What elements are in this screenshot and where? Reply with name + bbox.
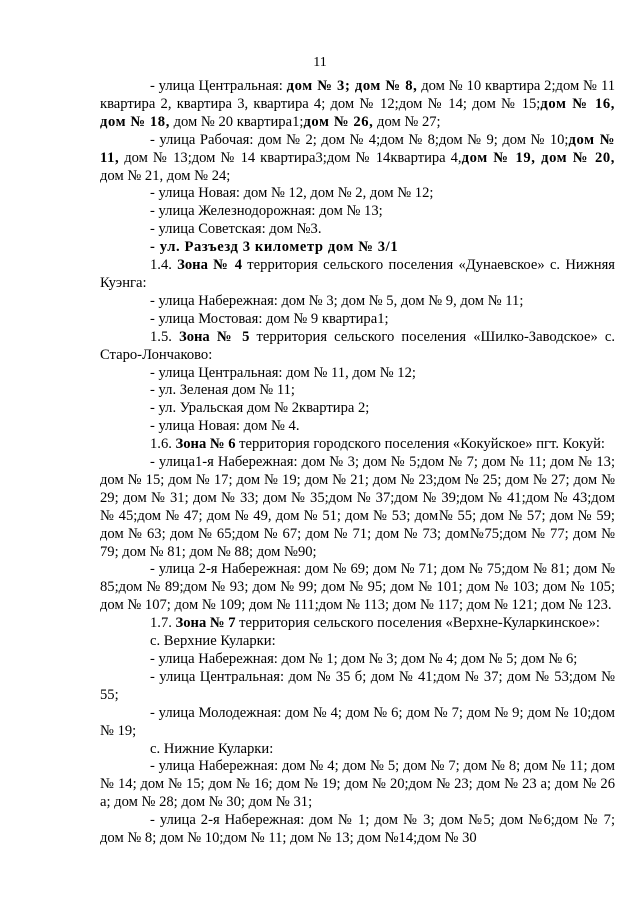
text-run: - улица1-я Набережная: дом № 3; дом № 5;дом № 7; дом № 11; дом № 13; дом № 15; дом № 17; дом № 19; дом № 21; дом № 23;дом № 25; дом № 27; дом № 29; дом № 31; дом № 33; дом № 35;дом № 37;дом № 39;дом № 41;дом № 43;дом № 45;дом № 47; дом № 49, дом № 51; дом № 53; дом№ 55; дом № 57; дом № 59; дом № 63; дом № 65;дом № 67; дом № 71; дом № 73; дом№75;дом № 77; дом № 79; дом № 81; дом № 88; дом №90;	[100, 454, 615, 560]
bold-text: Зона № 7	[175, 615, 236, 632]
text-run: 1.5.	[150, 328, 180, 345]
text-run: - улица Железнодорожная: дом № 13;	[150, 203, 383, 220]
paragraph	[100, 651, 615, 669]
text-run: с. Верхние Куларки:	[150, 633, 276, 650]
paragraph	[100, 365, 615, 383]
text-run: - улица Набережная: дом № 3; дом № 5, дом № 9, дом № 11;	[150, 292, 524, 309]
text-run: - улица Центральная:	[150, 78, 287, 94]
paragraph	[100, 293, 615, 311]
text-run: - ул. Зеленая дом № 11;	[150, 382, 295, 399]
bold-text: дом № 11,	[100, 131, 616, 166]
paragraph	[100, 221, 615, 239]
paragraph	[100, 812, 615, 848]
paragraph	[100, 329, 615, 365]
text-run: - улица Набережная: дом № 1; дом № 3; дом № 4; дом № 5; дом № 6;	[150, 651, 578, 667]
paragraph	[100, 454, 615, 561]
text-run: - улица Рабочая: дом № 2; дом № 4;дом № 8;дом № 9; дом № 10;	[150, 131, 569, 148]
paragraph	[100, 78, 615, 132]
document-body	[100, 78, 615, 848]
paragraph	[100, 257, 615, 293]
text-run: - улица 2-я Набережная: дом № 69; дом № 71; дом № 75;дом № 81; дом № 85;дом № 89;дом № 93; дом № 99; дом № 95; дом № 101; дом № 103; дом № 105; дом № 107; дом № 109; дом № 111;дом № 113; дом № 117; дом № 121; дом № 123.	[100, 561, 615, 614]
text-run: - улица Новая: дом № 12, дом № 2, дом № 12;	[150, 185, 434, 202]
paragraph	[100, 669, 615, 705]
text-run: дом № 21, дом № 24;	[100, 167, 231, 184]
paragraph	[100, 615, 615, 633]
paragraph	[100, 741, 615, 759]
text-run: - ул. Уральская дом № 2квартира 2;	[150, 400, 370, 417]
text-run: 1.7.	[150, 615, 176, 632]
text-run: - улица Советская: дом №3.	[150, 221, 322, 238]
text-run: - улица Центральная: дом № 11, дом № 12;	[150, 364, 416, 381]
paragraph	[100, 203, 615, 221]
bold-text: дом № 19, дом № 20,	[461, 149, 616, 166]
bold-text: дом № 26,	[303, 113, 374, 130]
paragraph	[100, 311, 615, 329]
paragraph	[100, 239, 615, 257]
text-run: с. Нижние Куларки:	[150, 740, 274, 757]
text-run: территория сельского поселения «Верхне-Куларкинское»:	[235, 615, 600, 632]
bold-text: Зона № 4	[177, 257, 243, 274]
text-run: территория сельского поселения «Шилко-Заводское» с. Старо-Лончаково:	[100, 328, 616, 363]
bold-text: дом № 16, дом № 18,	[100, 95, 615, 130]
paragraph	[100, 561, 615, 615]
paragraph	[100, 436, 615, 454]
text-run: 1.4.	[150, 257, 178, 274]
bold-text: дом № 3; дом № 8,	[286, 78, 418, 94]
paragraph	[100, 132, 615, 186]
paragraph	[100, 382, 615, 400]
text-run: дом № 27;	[373, 113, 441, 130]
text-run: дом № 10 квартира 2;дом № 11 квартира 2, квартира 3, квартира 4; дом № 12;дом № 14; дом № 15;	[100, 78, 615, 112]
paragraph	[100, 633, 615, 651]
bold-text: Зона № 5	[179, 328, 250, 345]
bold-text: - ул. Разъезд 3 километр дом № 3/1	[150, 239, 399, 256]
text-run: - улица Мостовая: дом № 9 квартира1;	[150, 310, 389, 327]
paragraph	[100, 758, 615, 812]
paragraph	[100, 400, 615, 418]
text-run: территория сельского поселения «Дунаевское» с. Нижняя Куэнга:	[100, 257, 616, 291]
bold-text: Зона № 6	[175, 436, 236, 453]
text-run: - улица Новая: дом № 4.	[150, 418, 300, 435]
text-run: территория городского поселения «Кокуйское» пгт. Кокуй:	[235, 436, 605, 453]
text-run: 1.6.	[150, 436, 176, 453]
text-run: - улица Набережная: дом № 4; дом № 5; дом № 7; дом № 8; дом № 11; дом № 14; дом № 15; дом № 16; дом № 19; дом № 20;дом № 23; дом № 23 а; дом № 26 а; дом № 28; дом № 30; дом № 31;	[100, 758, 615, 811]
text-run: - улица 2-я Набережная: дом № 1; дом № 3; дом №5; дом №6;дом № 7; дом № 8; дом № 10;дом № 11; дом № 13; дом №14;дом № 30	[100, 812, 615, 847]
text-run: дом № 20 квартира1;	[169, 113, 304, 130]
paragraph	[100, 185, 615, 203]
paragraph	[100, 418, 615, 436]
text-run: дом № 13;дом № 14 квартира3;дом № 14квартира 4,	[119, 149, 462, 166]
text-run: - улица Молодежная: дом № 4; дом № 6; дом № 7; дом № 9; дом № 10;дом № 19;	[100, 704, 615, 739]
page-number: 11	[313, 55, 327, 70]
text-run: - улица Центральная: дом № 35 б; дом № 41;дом № 37; дом № 53;дом № 55;	[100, 668, 615, 703]
paragraph	[100, 705, 615, 741]
